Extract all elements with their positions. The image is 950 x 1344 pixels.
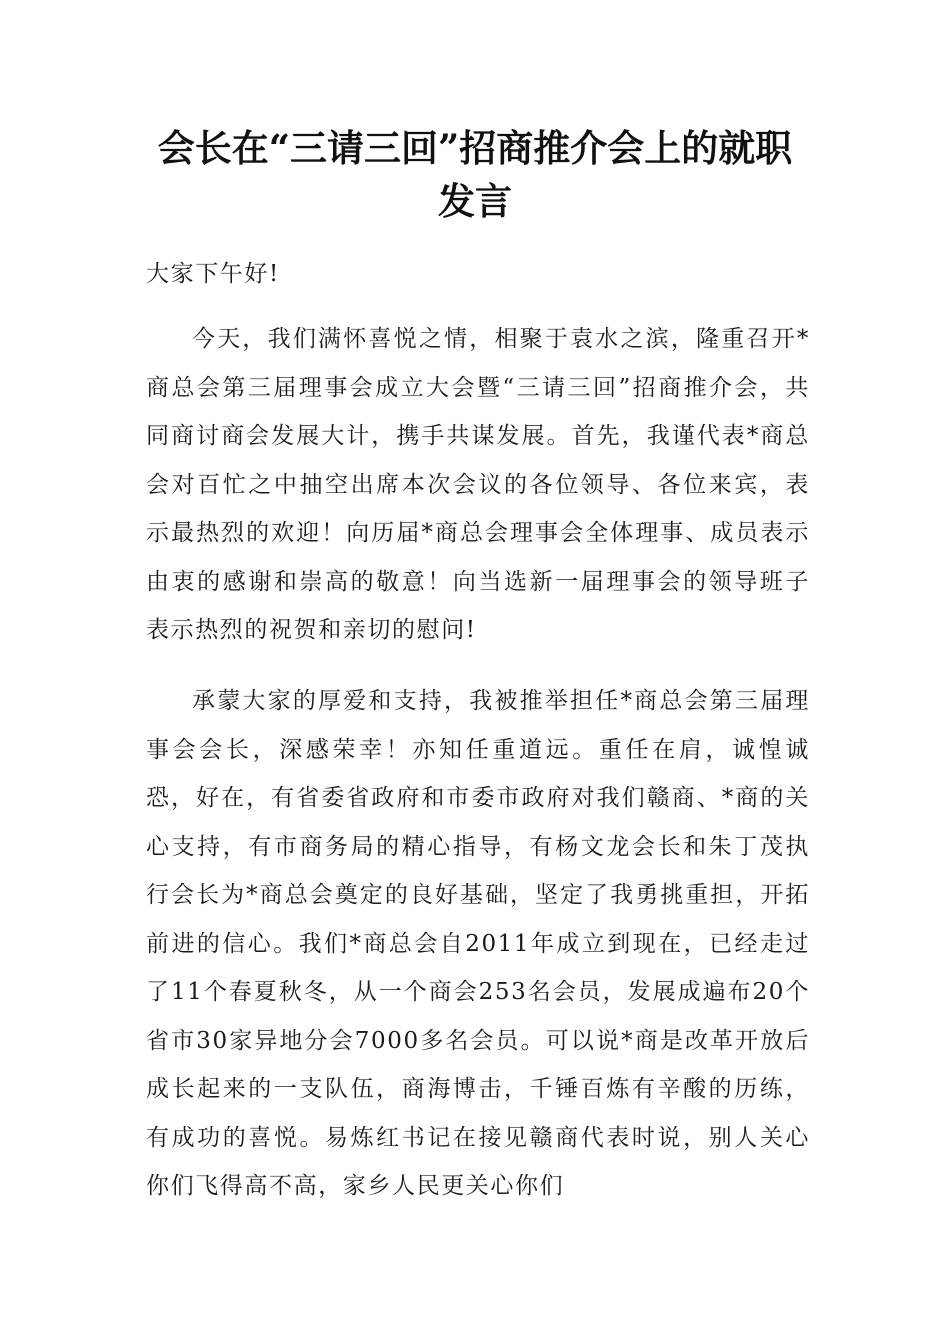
greeting: 大家下午好!	[146, 261, 280, 287]
document-title-line-2: 发言	[438, 179, 512, 223]
document-title-line-1: 会长在“三请三回”招商推介会上的就职	[157, 126, 793, 170]
paragraph-1: 今天，我们满怀喜悦之情，相聚于袁水之滨，隆重召开*商总会第三届理事会成立大会暨“三请三回”招商推介会，共同商讨商会发展大计，携手共谋发展。首先，我谨代表*商总会对百忙之中抽空出席本次会议的各位领导、各位来宾，表示最热烈的欢迎！向历届*商总会理事会全体理事、成员表示由衷的感谢和崇高的敬意！向当选新一届理事会的领导班子表示热烈的祝贺和亲切的慰问!	[146, 326, 810, 643]
paragraph-2: 承蒙大家的厚爱和支持，我被推举担任*商总会第三届理事会会长，深感荣幸！亦知任重道远。重任在肩，诚惶诚恐，好在，有省委省政府和市委市政府对我们赣商、*商的关心支持，有市商务局的精心指导，有杨文龙会长和朱丁茂执行会长为*商总会奠定的良好基础，坚定了我勇挑重担，开拓前进的信心。我们*商总会自2011年成立到现在，已经走过了11个春夏秋冬，从一个商会253名会员，发展成遍布20个省市30家异地分会7000多名会员。可以说*商是改革开放后成长起来的一支队伍，商海博击，千锤百炼有辛酸的历练，有成功的喜悦。易炼红书记在接见赣商代表时说，别人关心你们飞得高不高，家乡人民更关心你们	[146, 688, 810, 1199]
